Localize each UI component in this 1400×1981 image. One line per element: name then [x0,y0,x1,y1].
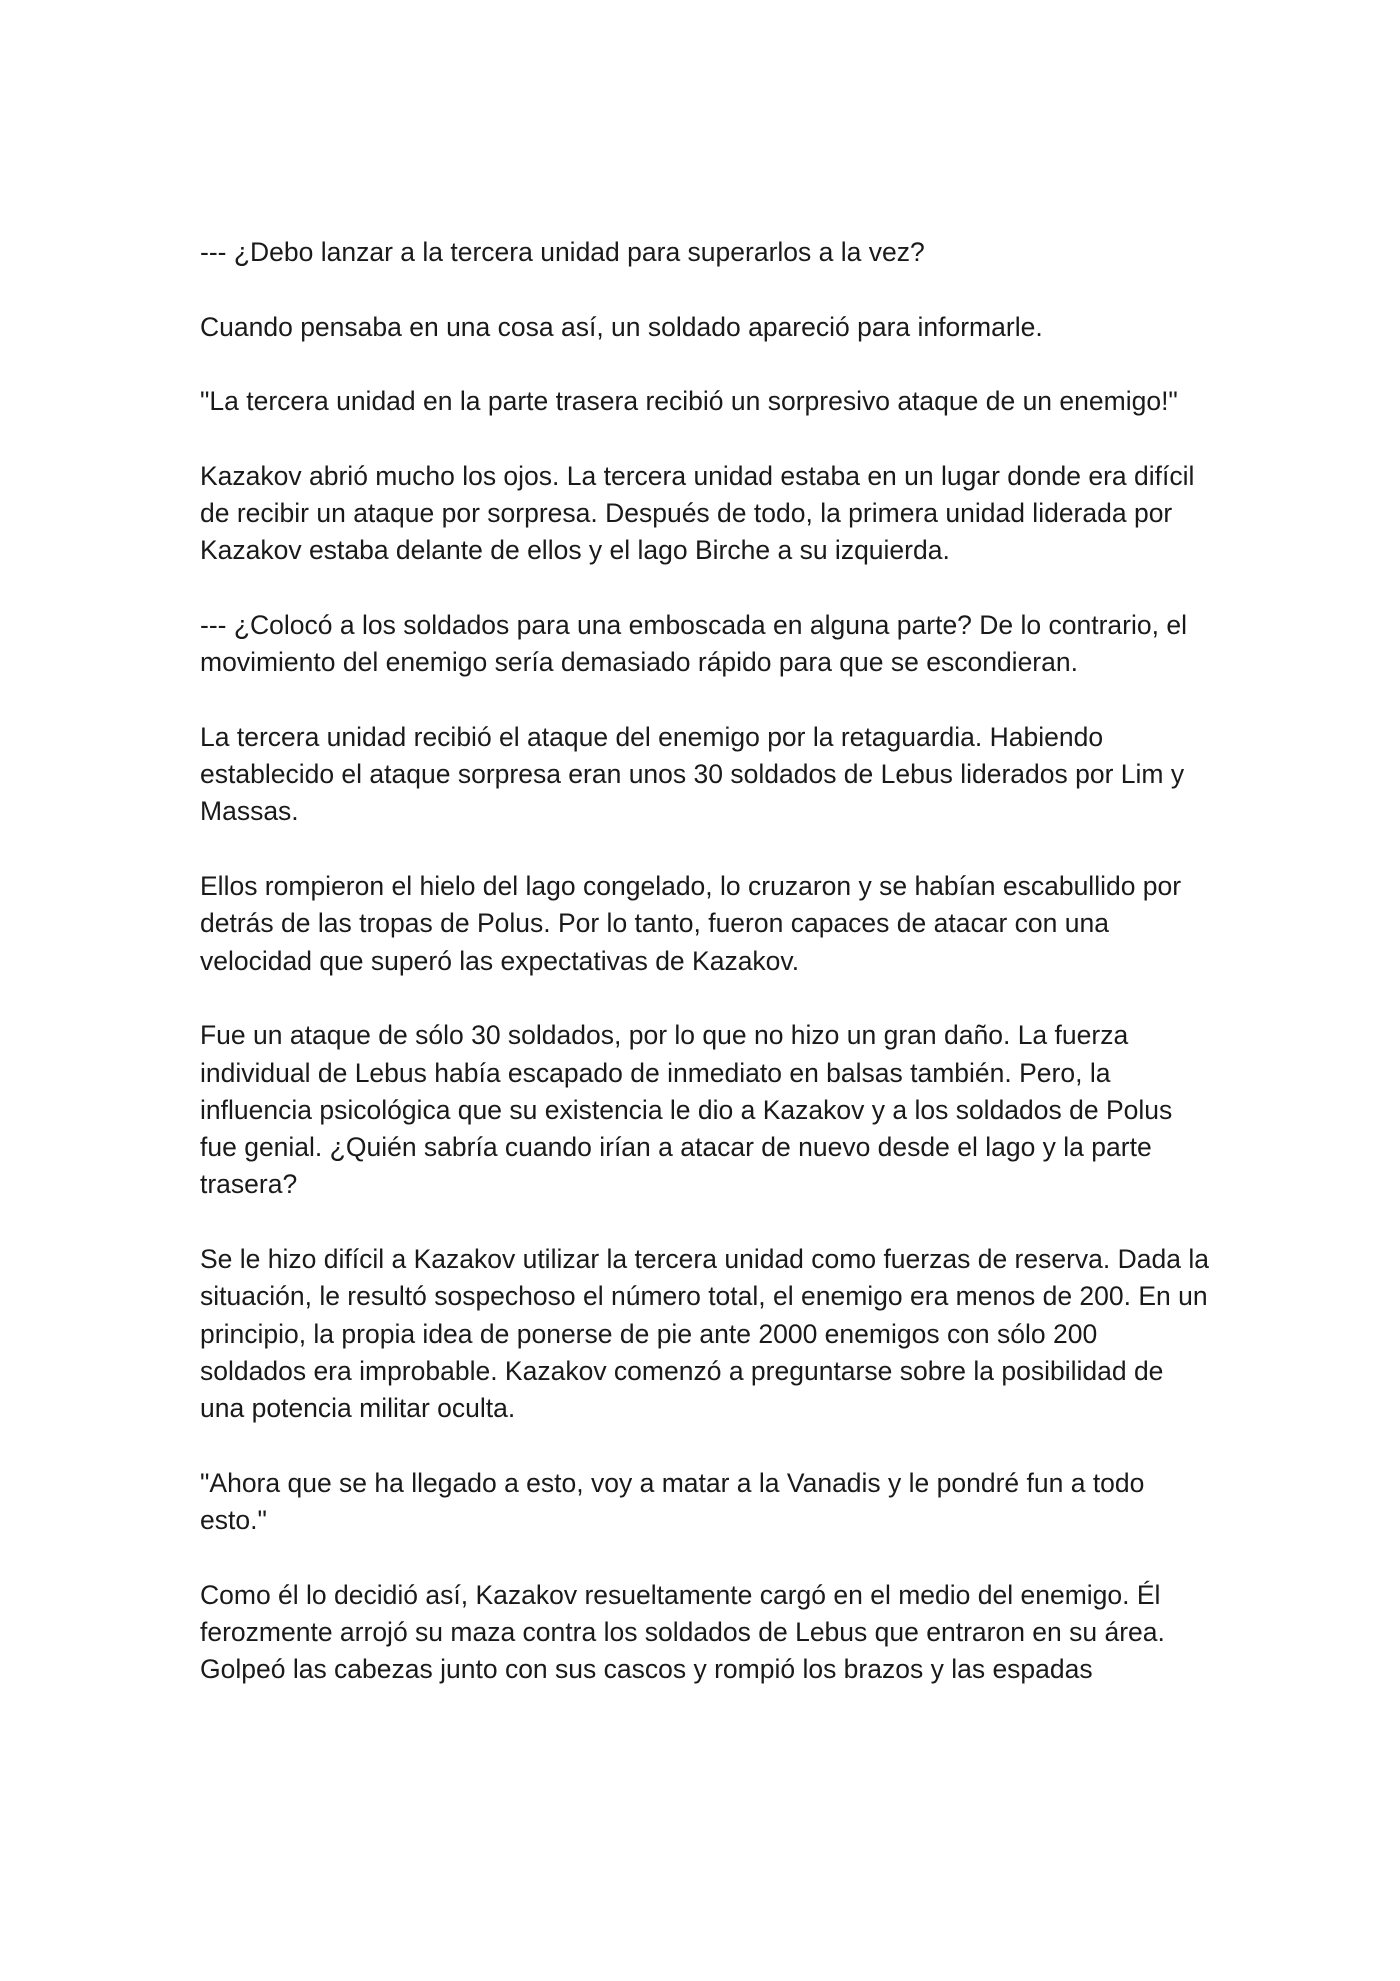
paragraph-6: La tercera unidad recibió el ataque del enemigo por la retaguardia. Habiendo establecido el ataque sorpresa eran unos 30 soldados de Lebus liderados por Lim y Massas. [200,721,1185,827]
paragraph-2: Cuando pensaba en una cosa así, un soldado apareció para informarle. [200,311,1043,342]
paragraph-10: "Ahora que se ha llegado a esto, voy a matar a la Vanadis y le pondré fun a todo esto." [200,1467,1145,1536]
paragraph-8: Fue un ataque de sólo 30 soldados, por lo que no hizo un gran daño. La fuerza individual de Lebus había escapado de inmediato en balsas también. Pero, la influencia psicológica que su existencia le dio a Kazakov y a los soldados de Polus fue genial. ¿Quién sabría cuando irían a atacar de nuevo desde el lago y la parte trasera? [200,1020,1173,1200]
paragraph-1: --- ¿Debo lanzar a la tercera unidad para superarlos a la vez? [200,237,925,267]
document-body [200,234,1210,1726]
paragraph-5: --- ¿Colocó a los soldados para una emboscada en alguna parte? De lo contrario, el movimiento del enemigo sería demasiado rápido para que se escondieran. [200,609,1187,678]
paragraph-11: Como él lo decidió así, Kazakov resueltamente cargó en el medio del enemigo. Él ferozmente arrojó su maza contra los soldados de Lebus que entraron en su área. Golpeó las cabezas junto con sus cascos y rompió los brazos y las espadas [200,1579,1165,1685]
paragraph-4: Kazakov abrió mucho los ojos. La tercera unidad estaba en un lugar donde era difícil de recibir un ataque por sorpresa. Después de todo, la primera unidad liderada por Kazakov estaba delante de ellos y el lago Birche a su izquierda. [200,460,1195,566]
paragraph-3: "La tercera unidad en la parte trasera recibió un sorpresivo ataque de un enemigo!" [200,386,1178,417]
paragraph-9: Se le hizo difícil a Kazakov utilizar la tercera unidad como fuerzas de reserva. Dada la situación, le resultó sospechoso el número total, el enemigo era menos de 200. En un principio, la propia idea de ponerse de pie ante 2000 enemigos con sólo 200 soldados era improbable. Kazakov comenzó a preguntarse sobre la posibilidad de una potencia militar oculta. [200,1244,1209,1424]
paragraph-7: Ellos rompieron el hielo del lago congelado, lo cruzaron y se habían escabullido por detrás de las tropas de Polus. Por lo tanto, fueron capaces de atacar con una velocidad que superó las expectativas de Kazakov. [200,871,1182,976]
